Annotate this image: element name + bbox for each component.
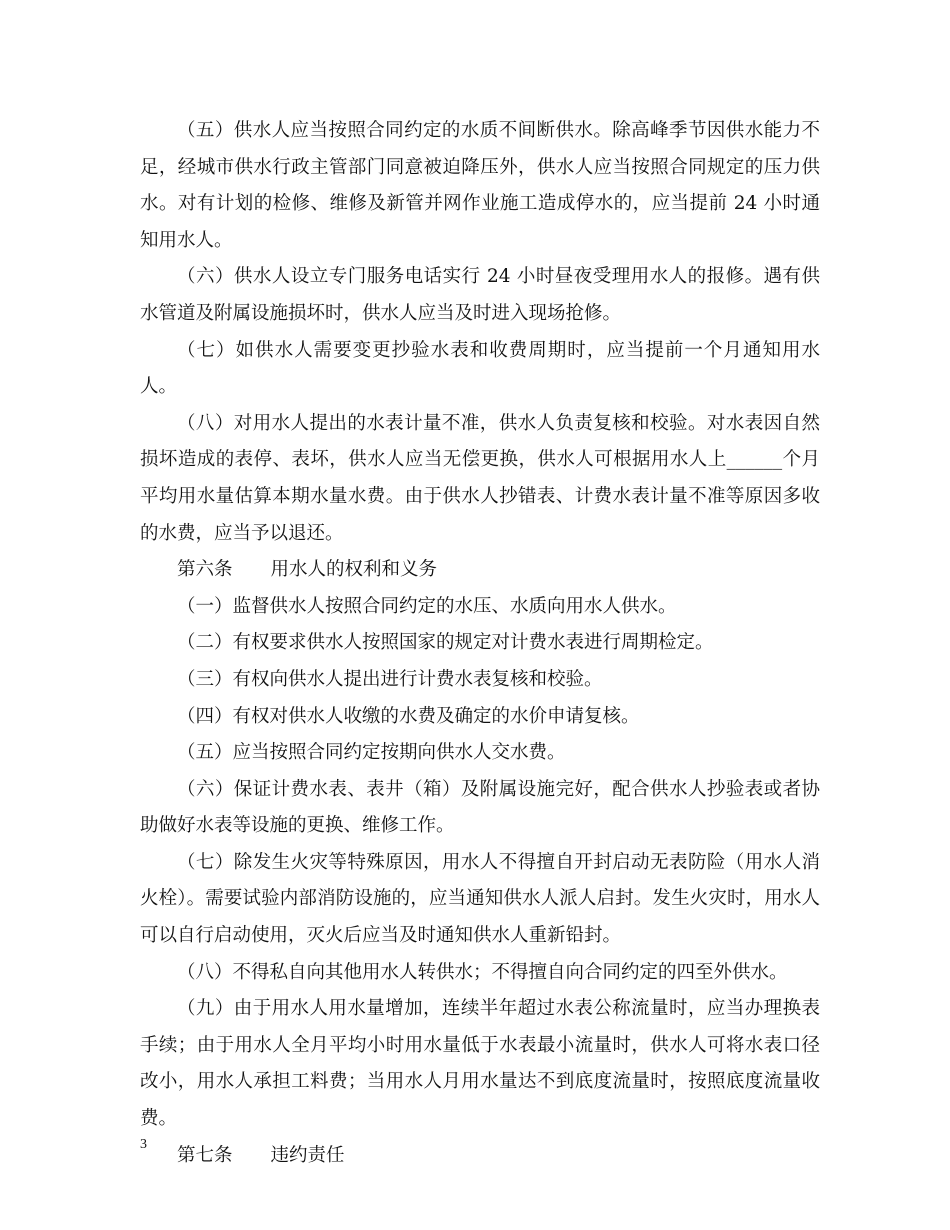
- paragraph: （二）有权要求供水人按照国家的规定对计费水表进行周期检定。: [177, 632, 714, 654]
- article-number: 第七条: [177, 1144, 233, 1166]
- paragraph: （四）有权对供水人收缴的水费及确定的水价申请复核。: [177, 705, 640, 727]
- document-body: [140, 113, 820, 1174]
- article-title: 违约责任: [270, 1144, 345, 1166]
- paragraph: （六）保证计费水表、表井（箱）及附属设施完好，配合供水人抄验表或者协助做好水表等设施的更换、维修工作。: [140, 778, 820, 837]
- paragraph: （八）对用水人提出的水表计量不准，供水人负责复核和校验。对水表因自然损坏造成的表停、表坏，供水人应当无偿更换，供水人可根据用水人上______个月平均用水量估算本期水量水费。由于供水人抄错表、计费水表计量不准等原因多收的水费，应当予以退还。: [140, 412, 820, 544]
- article-number: 第六条: [177, 559, 233, 581]
- paragraph: （三）有权向供水人提出进行计费水表复核和校验。: [177, 668, 603, 690]
- article-heading-6: [140, 552, 820, 589]
- article-title: 用水人的权利和义务: [270, 559, 438, 581]
- paragraph: （六）供水人设立专门服务电话实行 24 小时昼夜受理用水人的报修。遇有供水管道及附属设施损坏时，供水人应当及时进入现场抢修。: [140, 266, 820, 324]
- paragraph: （七）除发生火灾等特殊原因，用水人不得擅自开封启动无表防险（用水人消火栓）。需要试验内部消防设施的，应当通知供水人派人启封。发生火灾时，用水人可以自行启动使用，灭火后应当及时通知供水人重新铅封。: [140, 851, 820, 947]
- paragraph: （一）监督供水人按照合同约定的水压、水质向用水人供水。: [177, 595, 677, 617]
- article-heading-7: [140, 1138, 820, 1175]
- page-number: 3: [140, 1137, 147, 1152]
- paragraph: （七）如供水人需要变更抄验水表和收费周期时，应当提前一个月通知用水人。: [140, 339, 820, 398]
- paragraph: （五）供水人应当按照合同约定的水质不间断供水。除高峰季节因供水能力不足，经城市供水行政主管部门同意被迫降压外，供水人应当按照合同规定的压力供水。对有计划的检修、维修及新管并网作业施工造成停水的，应当提前 24 小时通知用水人。: [140, 120, 820, 251]
- paragraph: （九）由于用水人用水量增加，连续半年超过水表公称流量时，应当办理换表手续；由于用水人全月平均小时用水量低于水表最小流量时，供水人可将水表口径改小，用水人承担工料费；当用水人月用水量达不到底度流量时，按照底度流量收费。: [140, 998, 820, 1130]
- paragraph: （五）应当按照合同约定按期向供水人交水费。: [177, 742, 566, 764]
- paragraph: （八）不得私自向其他用水人转供水；不得擅自向合同约定的四至外供水。: [177, 961, 788, 983]
